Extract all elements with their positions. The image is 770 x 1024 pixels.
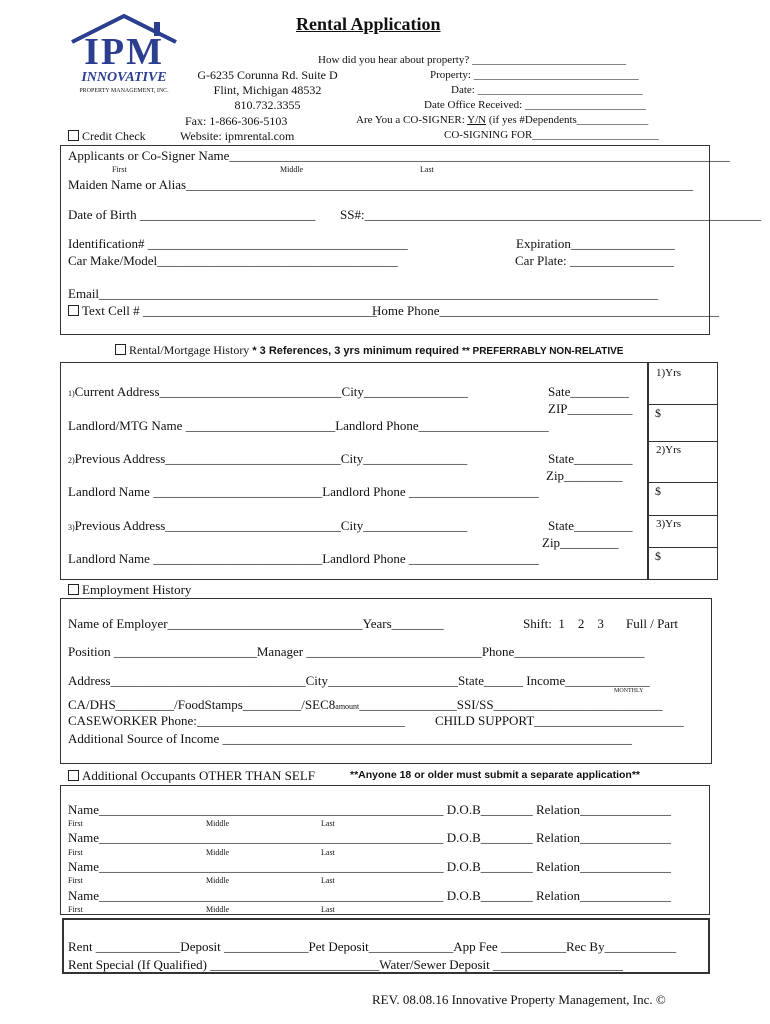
occ4-last: Last (321, 905, 335, 914)
amount-caption: amount (335, 702, 360, 711)
employer-address-field[interactable]: Address______________________________City____________________State______ Income_____________ (68, 673, 650, 688)
rent-deposits-field[interactable]: Rent _____________Deposit _____________Pet Deposit_____________App Fee __________Rec By___________ (68, 939, 677, 954)
employment-heading-label: Employment History (82, 582, 192, 597)
name-last-caption: Last (420, 165, 434, 174)
occ4-first: First (68, 905, 83, 914)
occupants-other-label: OTHER THAN SELF (198, 768, 316, 783)
occ4-middle: Middle (206, 905, 230, 914)
rent-amount-2[interactable]: $ (655, 484, 661, 498)
yrs-divider-5 (648, 547, 718, 548)
cosigner-label: Are You a CO-SIGNER: (356, 114, 465, 126)
cosigner-dependents: (if yes #Dependents_____________ (488, 114, 649, 126)
additional-income-field[interactable]: Additional Source of Income _______________________________________________________________ (68, 731, 633, 746)
previous-state-1-field[interactable]: State_________ (548, 451, 633, 466)
revision-footer: REV. 08.08.16 Innovative Property Management, Inc. © (372, 992, 666, 1007)
occupant-row-2[interactable]: Name_____________________________________________________ D.O.B________ Relation______________ (68, 830, 672, 845)
hear-about-field[interactable]: How did you hear about property? ____________________________ (318, 54, 626, 66)
expiration-field[interactable]: Expiration________________ (516, 236, 675, 251)
rent-amount-1[interactable]: $ (655, 406, 661, 420)
rental-heading-label: Rental/Mortgage History (129, 343, 250, 357)
company-address-2: Flint, Michigan 48532 (213, 83, 322, 97)
yrs-divider-1 (648, 404, 718, 405)
page-title: Rental Application (296, 14, 441, 34)
previous-zip-2-field[interactable]: Zip_________ (542, 535, 619, 550)
occ3-last: Last (321, 876, 335, 885)
ssn-field[interactable]: SS#:_____________________________________________________________ (340, 207, 762, 222)
current-zip-field[interactable]: ZIP__________ (548, 401, 633, 416)
current-address-field[interactable] (68, 384, 468, 400)
office-date-field[interactable]: Date Office Received: ______________________ (424, 99, 646, 111)
previous-address-1-field[interactable] (68, 451, 467, 467)
yrs-divider-4 (648, 515, 718, 516)
occ1-last: Last (321, 819, 335, 828)
company-address-1: G-6235 Corunna Rd. Suite D (197, 68, 338, 82)
property-field[interactable]: Property: ______________________________ (430, 69, 639, 81)
benefits-field[interactable] (68, 697, 663, 713)
identification-field[interactable]: Identification# ________________________________________ (68, 236, 408, 251)
rental-pref-note: ** PREFERRABLY NON-RELATIVE (461, 346, 624, 357)
occupants-checkbox[interactable] (68, 770, 79, 781)
caseworker-phone-field[interactable]: CASEWORKER Phone:________________________________ (68, 713, 405, 728)
yrs-1[interactable]: 1)Yrs (656, 367, 682, 379)
occ3-middle: Middle (206, 876, 230, 885)
current-address-label: Current Address____________________________City________________ (74, 384, 468, 399)
ssi-label: _______________SSI/SS__________________________ (359, 697, 663, 712)
text-cell-label: Text Cell # ____________________________________ (82, 303, 377, 318)
name-middle-caption: Middle (280, 165, 304, 174)
previous-address-2-field[interactable] (68, 518, 467, 534)
previous-address-2-label: Previous Address___________________________City________________ (74, 518, 468, 533)
ref-num-3: 3) (68, 523, 75, 532)
email-field[interactable]: Email______________________________________________________________________________________ (68, 286, 659, 301)
text-cell-checkbox[interactable] (68, 305, 79, 316)
company-fax: Fax: 1-866-306-5103 (185, 114, 288, 128)
applicant-name-field[interactable]: Applicants or Co-Signer Name_____________________________________________________________________________ (68, 148, 730, 163)
previous-zip-1-field[interactable]: Zip_________ (546, 468, 623, 483)
employment-checkbox[interactable] (68, 584, 79, 595)
name-first-caption: First (112, 165, 127, 174)
credit-check-label: Credit Check (82, 129, 146, 143)
company-phone: 810.732.3355 (234, 98, 301, 112)
ref-num-2: 2) (68, 456, 75, 465)
occ2-middle: Middle (206, 848, 230, 857)
child-support-field[interactable]: CHILD SUPPORT_______________________ (435, 713, 684, 728)
previous-state-2-field[interactable]: State_________ (548, 518, 633, 533)
car-plate-field[interactable]: Car Plate: ________________ (515, 253, 674, 268)
cosigner-yn[interactable]: Y/N (467, 114, 487, 126)
credit-check[interactable] (68, 129, 146, 144)
cosigning-for-field[interactable]: CO-SIGNING FOR_______________________ (444, 129, 659, 141)
logo-tagline: PROPERTY MANAGEMENT, INC. (79, 88, 169, 94)
company-logo (66, 12, 182, 98)
credit-check-checkbox[interactable] (68, 130, 79, 141)
text-cell-field[interactable] (68, 303, 377, 319)
occupants-note: **Anyone 18 or older must submit a separate application** (350, 769, 640, 781)
yrs-2[interactable]: 2)Yrs (656, 444, 682, 456)
car-model-field[interactable]: Car Make/Model_____________________________________ (68, 253, 398, 268)
employment-heading (68, 582, 191, 598)
current-state-field[interactable]: Sate_________ (548, 384, 629, 399)
dob-field[interactable]: Date of Birth ___________________________ (68, 207, 316, 222)
previous-address-1-label: Previous Address___________________________City________________ (74, 451, 468, 466)
rental-history-heading (115, 343, 623, 358)
date-field[interactable]: Date: ______________________________ (451, 84, 643, 96)
yrs-divider-2 (648, 441, 718, 442)
rental-refs-note: * 3 References, 3 yrs minimum required (252, 345, 459, 357)
landlord-1-field[interactable]: Landlord/MTG Name _______________________Landlord Phone____________________ (68, 418, 549, 433)
rent-special-field[interactable]: Rent Special (If Qualified) __________________________Water/Sewer Deposit ____________________ (68, 957, 623, 972)
occ2-last: Last (321, 848, 335, 857)
occ2-first: First (68, 848, 83, 857)
full-part-options[interactable]: Full / Part (626, 616, 679, 631)
yrs-3[interactable]: 3)Yrs (656, 518, 682, 530)
occupant-row-4[interactable]: Name_____________________________________________________ D.O.B________ Relation______________ (68, 888, 672, 903)
rent-amount-3[interactable]: $ (655, 549, 661, 563)
occ1-middle: Middle (206, 819, 230, 828)
occupants-heading (68, 768, 315, 784)
cosigner-field[interactable] (356, 114, 648, 126)
shift-options[interactable]: Shift: 1 2 3 (523, 616, 604, 631)
employer-field[interactable]: Name of Employer______________________________Years________ (68, 616, 444, 631)
occupant-row-3[interactable]: Name_____________________________________________________ D.O.B________ Relation______________ (68, 859, 672, 874)
logo-name: INNOVATIVE (81, 70, 167, 85)
position-field[interactable]: Position ______________________Manager ___________________________Phone____________________ (68, 644, 645, 659)
yrs-divider-3 (648, 482, 718, 483)
landlord-2-field[interactable]: Landlord Name __________________________Landlord Phone ____________________ (68, 484, 539, 499)
company-website: Website: ipmrental.com (180, 129, 295, 143)
occupants-heading-label: Additional Occupants (82, 768, 196, 783)
ca-dhs-label: CA/DHS_________/FoodStamps_________/SEC8 (68, 697, 336, 712)
logo-letters: IPM (84, 31, 164, 73)
rental-history-checkbox[interactable] (115, 344, 126, 355)
occ1-first: First (68, 819, 83, 828)
maiden-name-field[interactable]: Maiden Name or Alias______________________________________________________________________________ (68, 177, 694, 192)
occ3-first: First (68, 876, 83, 885)
occupant-row-1[interactable]: Name_____________________________________________________ D.O.B________ Relation______________ (68, 802, 672, 817)
monthly-caption: MONTHLY (614, 688, 644, 694)
home-phone-field[interactable]: Home Phone___________________________________________ (372, 303, 720, 318)
landlord-3-field[interactable]: Landlord Name __________________________Landlord Phone ____________________ (68, 551, 539, 566)
ref-num-1: 1) (68, 389, 75, 398)
